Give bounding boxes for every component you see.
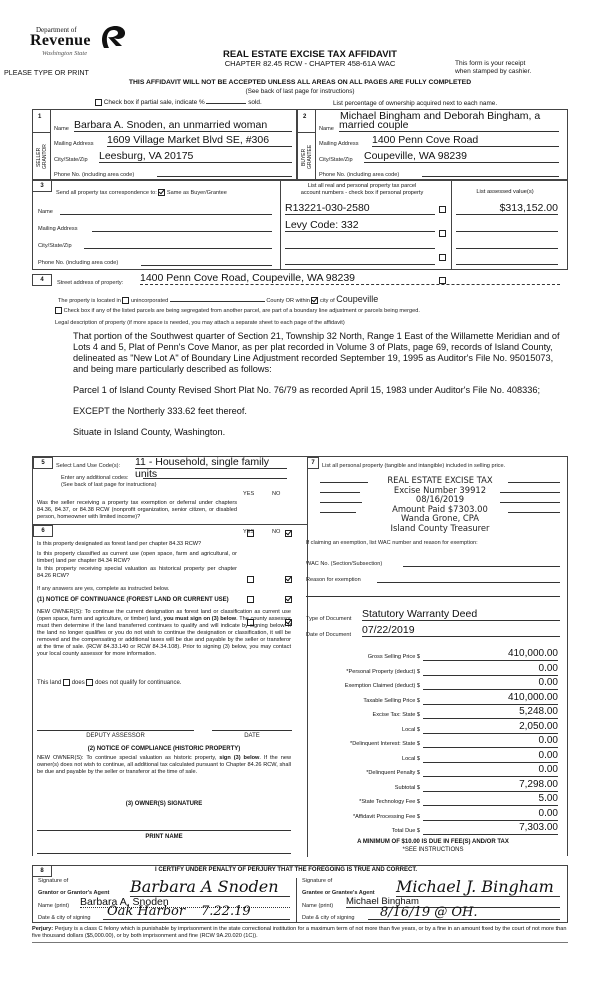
amount-row	[318, 662, 558, 676]
grantee-name-field[interactable]: Michael Bingham	[346, 896, 560, 908]
buyer-city-label: City/State/Zip	[319, 157, 353, 163]
no-header: NO	[272, 529, 281, 535]
legal-paragraph: Situate in Island County, Washington.	[73, 427, 226, 437]
question-yes-checkbox[interactable]	[247, 576, 254, 583]
date-line[interactable]	[212, 730, 292, 731]
section-3-number: 3	[32, 180, 52, 192]
city-of-label: city of	[320, 298, 335, 304]
assessed-value-field[interactable]	[456, 236, 558, 249]
amount-value-field[interactable]: 5,248.00	[423, 706, 558, 719]
buyer-city-field[interactable]: Coupeville, WA 98239	[364, 150, 559, 163]
stamp-amount-paid: Amount Paid $7303.00	[392, 503, 488, 514]
stamp-title: REAL ESTATE EXCISE TAX	[387, 475, 493, 485]
amount-row	[318, 749, 558, 763]
additional-codes-label: Enter any additional codes:	[61, 475, 129, 481]
wac-label: WAC No. (Section/Subsection)	[306, 561, 383, 567]
exemption-instructions: If claiming an exemption, list WAC number and reason for exemption:	[306, 540, 478, 546]
amount-value-field[interactable]: 2,050.00	[423, 721, 558, 734]
question-text: Is this property designated as forest land per chapter 84.33 RCW?	[37, 541, 202, 547]
ownership-note: List percentage of ownership acquired next to each name.	[333, 100, 498, 107]
amount-label: Subtotal $	[394, 784, 420, 791]
segregated-checkbox[interactable]	[55, 307, 62, 314]
notice-compliance-text	[37, 755, 291, 776]
exemption-no-checkbox[interactable]	[285, 530, 292, 537]
notice-continuance-text-b: . The county assessor must then determine if the land transferred continues to qualify and will indicate by signing below. If the land no longer qualifies or you do not wish to continue the designation or classification, it will be removed and the compensating or additional taxes will be due and payable by the seller or transferor at the time of sale. (RCW 84.33.140 or RCW 84.34.108). Prior to signing (3) below, you may contact your local county assessor for more information.	[37, 616, 291, 657]
correspondence-label	[56, 189, 227, 196]
buyer-name-field[interactable]: married couple	[339, 119, 559, 132]
question-no-checkbox[interactable]	[285, 596, 292, 603]
corr-name-field[interactable]	[60, 208, 272, 215]
grantor-name-field[interactable]: Barbara A. Snoden	[80, 896, 290, 908]
seller-mailing-field[interactable]: 1609 Village Market Blvd SE, #306	[107, 134, 292, 147]
amount-value-field[interactable]: 7,298.00	[423, 779, 558, 792]
see-instructions-note: *SEE INSTRUCTIONS	[402, 847, 464, 853]
notice-compliance-title: (2) NOTICE OF COMPLIANCE (HISTORIC PROPERTY)	[87, 746, 241, 752]
logo-dept-text: Department of	[36, 26, 77, 34]
doc-type-label: Type of Document	[306, 616, 352, 622]
amount-label: *Personal Property (deduct) $	[346, 668, 420, 675]
unincorporated-checkbox[interactable]	[122, 297, 129, 304]
grantor-city: Oak Harbor	[107, 904, 186, 919]
exemption-question: Was the seller receiving a property tax exemption or deferral under chapters 84.36, 84.37, or 84.38 RCW (nonprofit organization, senior citizen, or disabled person, homeowner with limited income)?	[37, 500, 237, 520]
question-no-checkbox[interactable]	[285, 576, 292, 583]
deputy-assessor-label: DEPUTY ASSESSOR	[86, 733, 145, 739]
logo-state-text: Washington State	[42, 50, 88, 57]
owner-signature-label: (3) OWNER(S) SIGNATURE	[125, 801, 203, 807]
corr-mailing-label: Mailing Address	[38, 226, 78, 232]
seller-grantor-label: SELLER GRANTOR	[36, 144, 48, 170]
buyer-name-line1[interactable]: Michael Bingham and Deborah Bingham, a	[340, 110, 541, 122]
section-2-number: 2	[303, 114, 307, 120]
personal-property-checkbox[interactable]	[439, 206, 446, 213]
doc-date-field[interactable]: 07/22/2019	[362, 624, 560, 637]
parcel-account-field[interactable]	[285, 236, 435, 249]
personal-property-checkbox[interactable]	[439, 230, 446, 237]
buyer-phone-field[interactable]	[422, 169, 559, 177]
seller-phone-field[interactable]	[157, 169, 292, 177]
assessed-value-field[interactable]	[456, 252, 558, 265]
assessed-value-field[interactable]	[456, 219, 558, 232]
street-address-label: Street address of property:	[57, 280, 124, 286]
grantee-date-city-field[interactable]: 8/16/19 @ OH.	[368, 907, 560, 920]
parcel-account-field[interactable]	[285, 252, 435, 265]
amount-label: *Affidavit Processing Fee $	[352, 813, 420, 820]
additional-codes-note: (See back of last page for instructions)	[61, 482, 157, 488]
stamp-date: 08/16/2019	[415, 494, 465, 505]
notice-continuance-text-a: NEW OWNER(S): To continue the current designation as forest land or classification as current use (open space, farm and agriculture, or timber) land,	[37, 609, 291, 622]
segregated-row	[55, 307, 420, 314]
print-name-label: PRINT NAME	[145, 834, 183, 840]
corr-mailing-field[interactable]	[92, 225, 272, 232]
street-address-field[interactable]: 1400 Penn Cove Road, Coupeville, WA 98239	[140, 272, 560, 285]
notice-compliance-bold: sign (3) below	[219, 755, 260, 761]
amount-label: Exemption Claimed (deduct) $	[344, 683, 420, 689]
seller-phone-label: Phone No. (including area code)	[54, 172, 135, 178]
question-text: Is this property classified as current use (open space, farm and agricultural, or timber) land per chapter 84.34 RCW?	[37, 551, 237, 564]
perjury-text: Perjury is a class C felony which is punishable by imprisonment in the state correctional institution for a maximum term of not more than five years, or by a fine in an amount fixed by the court of not more than five thousand dollars ($5,000.00), or by both imprisonment and fine (RCW 9A.20.020 (1C)).	[32, 926, 567, 939]
grantor-sig-of-label: Signature of	[38, 878, 69, 884]
form-title: REAL ESTATE EXCISE TAX AFFIDAVIT	[222, 49, 397, 60]
buyer-name-label: Name	[319, 126, 334, 132]
grantee-sig-of-label: Signature of	[302, 878, 333, 884]
amount-row	[318, 705, 558, 719]
partial-sale-percent-input[interactable]	[206, 103, 246, 104]
section-4-number: 4	[32, 274, 52, 286]
see-back-note: (See back of last page for instructions)	[245, 88, 355, 95]
reason-field-line2[interactable]	[306, 590, 560, 597]
parcel-header	[282, 183, 442, 197]
reason-field[interactable]	[377, 576, 560, 583]
notice-continuance-title: (1) NOTICE OF CONTINUANCE (FOREST LAND OR CURRENT USE)	[37, 597, 229, 603]
section-6-number: 6	[33, 525, 53, 537]
wac-field[interactable]	[403, 560, 560, 567]
does-not-label: does not qualify for continuance.	[95, 680, 182, 687]
grantor-agent-label: Grantor or Grantor's Agent	[38, 890, 110, 896]
amount-row	[318, 691, 558, 705]
corr-name-label: Name	[38, 209, 53, 215]
grantor-signature[interactable]: Barbara A Snoden	[130, 877, 290, 897]
amount-row	[318, 647, 558, 661]
seller-name-field[interactable]: Barbara A. Snoden, an unmarried woman	[74, 119, 292, 132]
amount-row	[318, 778, 558, 792]
legal-description	[73, 331, 563, 438]
grantor-date-label: Date & city of signing	[38, 915, 91, 921]
doc-type-field[interactable]: Statutory Warranty Deed	[362, 608, 560, 621]
personal-property-label: List all personal property (tangible and intangible) included in selling price.	[322, 463, 506, 469]
amount-label: *State Technology Fee $	[359, 799, 420, 805]
minimum-due-note: A MINIMUM OF $10.00 IS DUE IN FEE(S) AND/OR TAX	[357, 839, 509, 845]
city-field[interactable]: Coupeville	[336, 294, 379, 304]
does-not-qualify-checkbox[interactable]	[86, 679, 93, 686]
dor-logo-icon	[98, 24, 128, 50]
amount-label: Total Due $	[391, 828, 420, 834]
buyer-mailing-label: Mailing Address	[319, 141, 359, 147]
warning-banner: THIS AFFIDAVIT WILL NOT BE ACCEPTED UNLESS ALL AREAS ON ALL PAGES ARE FULLY COMPLETED	[128, 79, 472, 86]
amount-value-field[interactable]: 410,000.00	[423, 692, 558, 705]
land-use-field[interactable]: 11 - Household, single family units	[135, 456, 287, 469]
section-5-number: 5	[33, 457, 53, 469]
continuance-row	[37, 679, 181, 686]
amount-value-field[interactable]: 0.00	[423, 764, 558, 777]
legal-paragraph: Parcel 1 of Island County Revised Short Plat No. 76/79 as recorded April 15, 1983 under Auditor's File No. 408336;	[73, 385, 541, 395]
partial-sale-row	[95, 99, 262, 106]
dor-logo	[30, 26, 130, 70]
legal-paragraph: That portion of the Southwest quarter of Section 21, Township 32 North, Range 1 East of the Willamette Meridian and of Lots 4 and 5, Plat of Penn's Cove Manor, as per plat recorded in Volume 3 of Plats, page 69, records of Island County, delineated as "New Lot A" of Boundary Line Adjustment recorded September 19, 1995 as Auditor's File No. 95015073, and being mare particularly described as follows:	[73, 331, 560, 374]
assessed-value-field[interactable]: $313,152.00	[456, 202, 558, 215]
deputy-assessor-line[interactable]	[37, 730, 194, 731]
print-name-line[interactable]	[37, 853, 291, 854]
amount-value-field[interactable]: 0.00	[423, 663, 558, 676]
amount-label: Gross Selling Price $	[367, 654, 420, 660]
form-subtitle: CHAPTER 82.45 RCW - CHAPTER 458-61A WAC	[224, 59, 396, 68]
section-7-number: 7	[307, 457, 319, 469]
treasurer-stamp	[320, 476, 560, 536]
located-in-label: The property is located in	[58, 298, 121, 304]
county-or-within-label: County OR within	[266, 298, 310, 304]
amount-value-field[interactable]: 0.00	[423, 735, 558, 748]
stamp-treasurer-title: Island County Treasurer	[390, 522, 490, 533]
receipt-note-2: when stamped by cashier.	[455, 68, 532, 75]
legal-paragraph: EXCEPT the Northerly 333.62 feet thereof.	[73, 406, 247, 416]
additional-codes-field[interactable]	[143, 472, 287, 479]
amount-row	[318, 807, 558, 821]
amount-row	[318, 763, 558, 777]
stamp-excise-number: Excise Number 39912	[393, 484, 487, 495]
yes-header: YES	[243, 491, 255, 497]
no-header: NO	[272, 491, 281, 497]
seller-city-field[interactable]: Leesburg, VA 20175	[99, 150, 292, 163]
corr-city-label: City/State/Zip	[38, 243, 72, 249]
county-field[interactable]	[170, 301, 265, 302]
notice-continuance-text	[37, 609, 291, 658]
question-text: Is this property receiving special valuation as historical property per chapter 84.26 RCW?	[37, 566, 237, 579]
amount-row	[318, 676, 558, 690]
buyer-mailing-field[interactable]: 1400 Penn Cove Road	[372, 134, 559, 147]
amount-value-field[interactable]: 410,000.00	[423, 648, 558, 661]
amount-row	[318, 720, 558, 734]
amount-value-field[interactable]: 0.00	[423, 750, 558, 763]
corr-city-field[interactable]	[84, 242, 272, 249]
perjury-notice	[32, 926, 568, 940]
does-qualify-checkbox[interactable]	[63, 679, 70, 686]
land-use-label: Select Land Use Code(s):	[56, 463, 121, 469]
amount-row	[318, 821, 558, 835]
grantor-name-label: Name (print)	[38, 903, 70, 909]
section-8-number: 8	[32, 865, 52, 877]
property-location-row	[58, 294, 378, 304]
amount-value-field[interactable]: 0.00	[423, 677, 558, 690]
reason-label: Reason for exemption	[306, 577, 361, 583]
corr-phone-field[interactable]	[141, 259, 272, 266]
logo-revenue-text: Revenue	[30, 32, 91, 49]
partial-sale-checkbox[interactable]	[95, 99, 102, 106]
parcel-account-field[interactable]: R13221-030-2580	[285, 202, 435, 215]
amount-label: Excise Tax: State $	[372, 712, 420, 718]
parcel-header-line2: account numbers - check box if personal property	[300, 190, 424, 196]
corr-phone-label: Phone No. (including area code)	[38, 260, 119, 266]
notice-continuance-bold: you must sign on (3) below	[163, 616, 237, 622]
seller-name-label: Name	[54, 126, 69, 132]
amount-label: Taxable Selling Price $	[363, 697, 420, 704]
grantee-name-label: Name (print)	[302, 903, 334, 909]
owner-signature-line[interactable]	[37, 830, 291, 831]
same-as-buyer-label: Same as Buyer/Grantee	[166, 189, 227, 196]
personal-property-checkbox[interactable]	[439, 254, 446, 261]
notice-compliance-text-a: NEW OWNER(S): To continue special valuation as historic property,	[37, 755, 217, 761]
amount-label: *Delinquent Penalty $	[366, 770, 420, 776]
doc-date-label: Date of Document	[306, 632, 352, 638]
amount-value-field[interactable]: 7,303.00	[423, 822, 558, 835]
grantor-date: 7.22.19	[201, 904, 251, 919]
receipt-note-1: This form is your receipt	[455, 60, 526, 67]
seller-mailing-label: Mailing Address	[54, 141, 94, 147]
partial-sale-label: Check box if partial sale, indicate %	[103, 99, 205, 107]
amount-row	[318, 792, 558, 806]
grantee-date-label: Date & city of signing	[302, 915, 355, 921]
amount-label: Local $	[401, 726, 420, 733]
yes-header: YES	[243, 529, 255, 535]
question-yes-checkbox[interactable]	[247, 596, 254, 603]
this-land-label: This land	[37, 680, 62, 687]
seller-city-label: City/State/Zip	[54, 157, 88, 163]
parcel-header-line1: List all real and personal property tax parcel	[307, 183, 417, 189]
grantor-date-city-field[interactable]	[103, 904, 290, 920]
unincorporated-label: unincorporated	[130, 298, 169, 304]
grantee-signature[interactable]: Michael J. Bingham	[396, 877, 560, 897]
if-yes-note: If any answers are yes, complete as instructed below.	[37, 586, 170, 592]
amount-value-field[interactable]: 0.00	[423, 808, 558, 821]
buyer-phone-label: Phone No. (including area code)	[319, 172, 400, 178]
parcel-row	[0, 14, 600, 21]
buyer-grantee-label: BUYER GRANTEE	[301, 144, 313, 170]
grantee-agent-label: Grantee or Grantee's Agent	[302, 890, 375, 896]
city-checkbox[interactable]	[311, 297, 318, 304]
does-label: does	[71, 680, 85, 687]
certify-statement: I CERTIFY UNDER PENALTY OF PERJURY THAT THE FOREGOING IS TRUE AND CORRECT.	[155, 867, 418, 873]
amount-row	[318, 734, 558, 748]
amount-value-field[interactable]: 5.00	[423, 793, 558, 806]
legal-description-label: Legal description of property (if more space is needed, you may attach a separate sheet to each page of the affidavit)	[55, 320, 345, 326]
send-correspondence-text: Send all property tax correspondence to:	[56, 189, 157, 196]
partial-sale-sold-label: sold.	[248, 99, 262, 107]
please-type-label: PLEASE TYPE OR PRINT	[4, 68, 89, 77]
perjury-label: Perjury:	[32, 926, 54, 932]
segregated-label: Check box if any of the listed parcels are being segregated from another parcel, are part of a boundary line adjustment or parcels being merged.	[63, 307, 420, 314]
assessed-header: List assessed value(s)	[476, 189, 534, 195]
amount-label: Local $	[401, 755, 420, 762]
section-1-number: 1	[38, 114, 42, 120]
parcel-account-field[interactable]: Levy Code: 332	[285, 219, 435, 232]
same-as-buyer-checkbox[interactable]	[158, 189, 165, 196]
notice-compliance-text-b: . If the new owner(s) does not wish to continue, all additional tax calculated pursuant to Chapter 84.26 RCW, shall be due and payable by the seller or transferor at the time of sale.	[37, 755, 291, 775]
amount-label: *Delinquent Interest: State $	[350, 741, 420, 747]
stamp-treasurer-name: Wanda Grone, CPA	[400, 513, 480, 524]
date-label: DATE	[244, 733, 260, 739]
